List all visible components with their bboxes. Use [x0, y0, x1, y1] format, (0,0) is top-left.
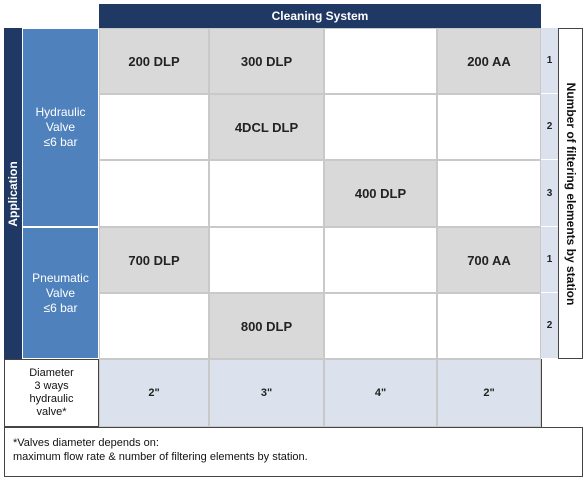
model-label: 200 DLP [128, 53, 180, 69]
grid-cell [99, 293, 209, 359]
diameter-label-line: valve* [36, 406, 67, 418]
grid-cell [437, 94, 541, 160]
station-number [541, 227, 558, 293]
hydraulic-valve-block [22, 28, 99, 227]
station-number-text: 2 [546, 320, 553, 331]
valve-line: Valve [45, 285, 76, 300]
model-label: 700 AA [467, 252, 511, 268]
pneumatic-valve-block [22, 227, 99, 359]
grid-cell [209, 94, 324, 160]
station-number [541, 160, 558, 227]
grid-cell [437, 227, 541, 293]
grid-cell [99, 227, 209, 293]
valve-line: Valve [45, 120, 76, 134]
model-label: 300 DLP [240, 53, 293, 69]
valve-line: Hydraulic [35, 105, 86, 119]
station-number-text: 1 [546, 55, 553, 66]
valve-line: ≤6 bar [43, 300, 78, 315]
station-number [541, 28, 558, 94]
cleaning-system-title: Cleaning System [271, 9, 369, 23]
diameter-value: 4" [374, 387, 387, 399]
station-number [541, 293, 558, 359]
cleaning-system-header [99, 4, 541, 28]
application-label: Application [6, 160, 20, 227]
grid-cell [99, 160, 209, 227]
diameter-value: 2" [148, 387, 160, 399]
station-number-text: 2 [546, 121, 553, 132]
grid-cell [209, 160, 324, 227]
diameter-cell [99, 359, 209, 427]
table-border [541, 359, 542, 427]
diameter-cell [209, 359, 324, 427]
model-label: 200 AA [467, 53, 511, 69]
model-label: 800 DLP [240, 318, 293, 334]
grid-cell [99, 28, 209, 94]
station-number-text: 3 [546, 187, 553, 199]
model-label: 700 DLP [128, 252, 180, 268]
grid-cell [324, 160, 437, 227]
grid-cell [324, 28, 437, 94]
diameter-cell [437, 359, 541, 427]
model-label: 400 DLP [354, 186, 407, 201]
footnote-line: maximum flow rate & number of filtering elements by station. [13, 451, 308, 463]
diameter-value: 3" [260, 387, 273, 399]
grid-cell [209, 227, 324, 293]
grid-cell [437, 293, 541, 359]
footnote [4, 427, 583, 477]
valve-line: Pneumatic [32, 270, 89, 285]
grid-cell [99, 94, 209, 160]
diameter-value: 2" [483, 387, 495, 399]
model-label: 4DCL DLP [234, 119, 299, 135]
footnote-line: *Valves diameter depends on: [13, 437, 159, 449]
diameter-cell [324, 359, 437, 427]
grid-cell [324, 94, 437, 160]
grid-cell [209, 293, 324, 359]
diameter-label-line: Diameter [29, 367, 74, 379]
grid-cell [437, 28, 541, 94]
grid-cell [324, 227, 437, 293]
valve-line: ≤6 bar [43, 135, 78, 149]
diameter-label-line: 3 ways [34, 380, 69, 392]
application-bar [4, 28, 22, 359]
diameter-label [4, 359, 99, 427]
station-number [541, 94, 558, 160]
filtering-elements-label: Number of filtering elements by station [563, 82, 578, 305]
grid-cell [209, 28, 324, 94]
station-number-text: 1 [546, 254, 553, 265]
filtering-elements-bar [558, 28, 583, 359]
diameter-label-line: hydraulic [29, 393, 74, 405]
grid-cell [437, 160, 541, 227]
grid-cell [324, 293, 437, 359]
